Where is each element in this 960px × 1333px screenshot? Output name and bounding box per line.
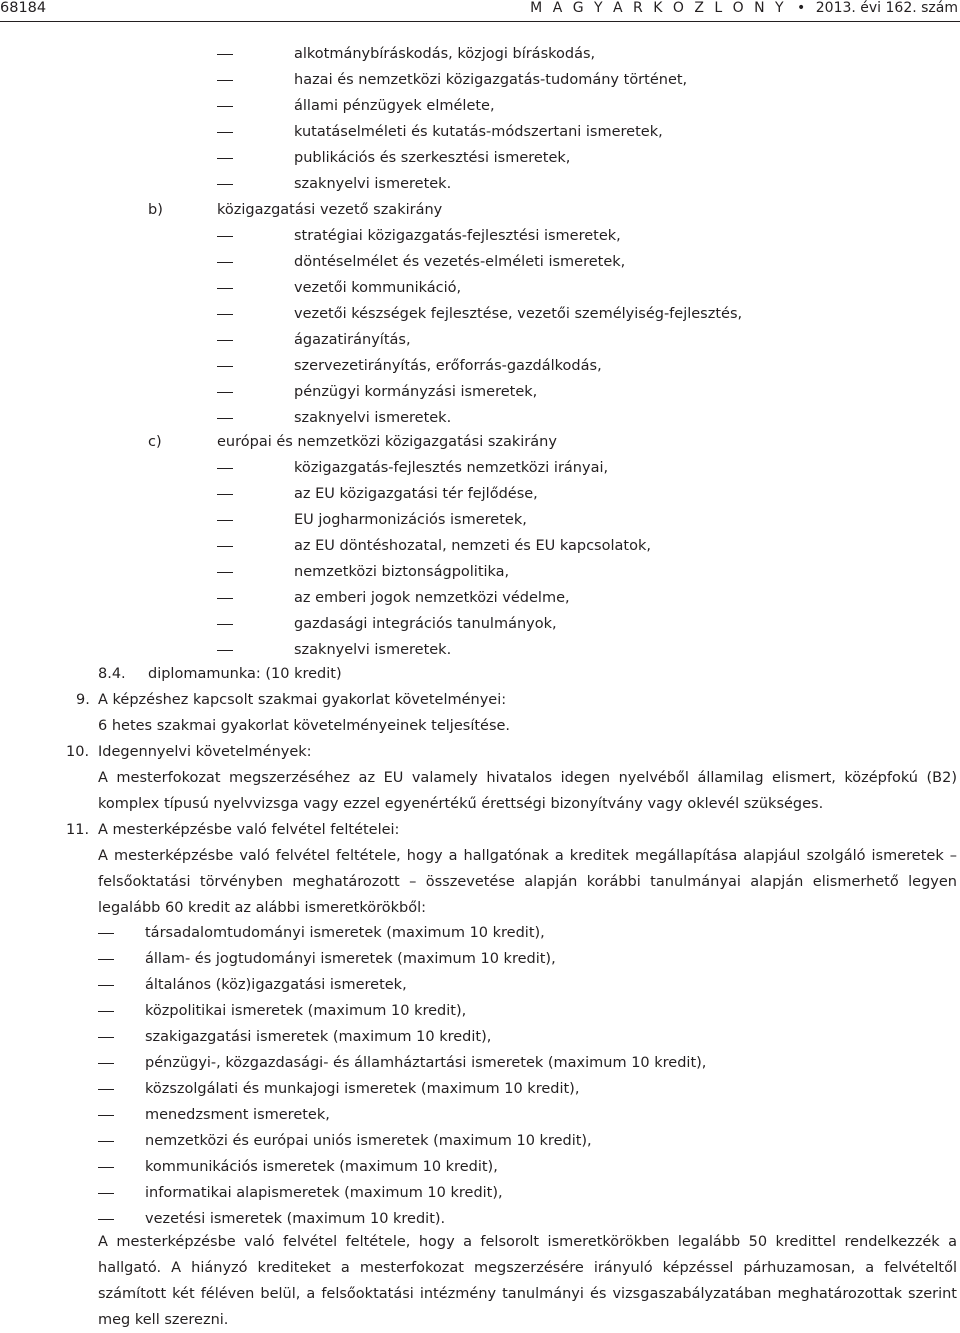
list-item: gazdasági integrációs tanulmányok, [294,616,557,632]
item-10-number: 10. [66,744,90,760]
list-dash [217,468,233,469]
header-rule [0,21,960,22]
list-dash [217,158,233,159]
list-dash [98,959,114,960]
list-item: szaknyelvi ismeretek. [294,642,452,658]
list-dash [217,106,233,107]
item-11-closing: A mesterképzésbe való felvétel feltétele, hogy a felsorolt ismeretkörökben legalább 50 kredittel rendelkezzék a hallgató. A hiányzó krediteket a mesterfokozat megszerzésére irányuló képzéssel párhuzamosan, a felvételtől számított két féléven belül, a felsőoktatási intézmény tanulmányi és vizsgaszabályzatában meghatározottak szerint meg kell szerezni. [98,1234,957,1328]
list-item: az emberi jogok nemzetközi védelme, [294,590,570,606]
list-item: pénzügyi-, közgazdasági- és államháztartási ismeretek (maximum 10 kredit), [145,1055,707,1071]
list-item: nemzetközi biztonságpolitika, [294,564,510,580]
list-dash [217,288,233,289]
list-dash [98,1089,114,1090]
section-title: európai és nemzetközi közigazgatási szakirány [217,434,557,450]
list-item: vezetői kommunikáció, [294,280,462,296]
list-item: szakigazgatási ismeretek (maximum 10 kredit), [145,1029,492,1045]
list-dash [217,184,233,185]
list-dash [217,132,233,133]
list-item: közigazgatás-fejlesztés nemzetközi irányai, [294,460,609,476]
list-dash [217,624,233,625]
list-dash [98,1115,114,1116]
list-dash [217,650,233,651]
list-dash [217,546,233,547]
list-item: hazai és nemzetközi közigazgatás-tudomány történet, [294,72,688,88]
list-dash [98,1193,114,1194]
item-11-title: A mesterképzésbe való felvétel feltételei: [98,822,400,838]
list-item: kommunikációs ismeretek (maximum 10 kredit), [145,1159,498,1175]
list-item: informatikai alapismeretek (maximum 10 kredit), [145,1185,503,1201]
list-dash [217,494,233,495]
list-item: alkotmánybíráskodás, közjogi bíráskodás, [294,46,596,62]
item-9-text: 6 hetes szakmai gyakorlat követelményeinek teljesítése. [98,718,511,734]
journal-title: M A G Y A R K Ö Z L Ö N Y [530,0,787,16]
item-11-number: 11. [66,822,90,838]
list-item: stratégiai közigazgatás-fejlesztési ismeretek, [294,228,621,244]
list-item: közpolitikai ismeretek (maximum 10 kredit), [145,1003,467,1019]
item-10-title: Idegennyelvi követelmények: [98,744,312,760]
list-dash [217,80,233,81]
list-item: nemzetközi és európai uniós ismeretek (maximum 10 kredit), [145,1133,592,1149]
item-9-title: A képzéshez kapcsolt szakmai gyakorlat követelményei: [98,692,507,708]
list-dash [217,54,233,55]
list-item: társadalomtudományi ismeretek (maximum 10 kredit), [145,925,545,941]
list-item: állami pénzügyek elmélete, [294,98,495,114]
list-dash [98,933,114,934]
list-item: szaknyelvi ismeretek. [294,176,452,192]
item-8-4-number: 8.4. [98,666,126,682]
list-dash [98,1037,114,1038]
list-item: közszolgálati és munkajogi ismeretek (maximum 10 kredit), [145,1081,580,1097]
list-dash [217,340,233,341]
list-dash [217,262,233,263]
list-dash [217,366,233,367]
issue-label: 2013. évi 162. szám [815,0,958,16]
list-item: vezetői készségek fejlesztése, vezetői személyiség-fejlesztés, [294,306,743,322]
item-10-text: A mesterfokozat megszerzéséhez az EU valamely hivatalos idegen nyelvéből államilag elismert, középfokú (B2) komplex típusú nyelvvizsga vagy ezzel egyenértékű érettségi bizonyítvány vagy oklevél szükséges. [98,770,957,812]
list-item: döntéselmélet és vezetés-elméleti ismeretek, [294,254,626,270]
list-dash [217,236,233,237]
item-8-4-text: diplomamunka: (10 kredit) [148,666,342,682]
item-9-number: 9. [76,692,90,708]
list-item: publikációs és szerkesztési ismeretek, [294,150,571,166]
running-header [530,0,958,16]
list-dash [98,1219,114,1220]
list-item: kutatáselméleti és kutatás-módszertani ismeretek, [294,124,663,140]
item-11-intro: A mesterképzésbe való felvétel feltétele, hogy a hallgatónak a kreditek megállapítása alapjául szolgáló ismeretek – felsőoktatási törvényben meghatározott – összevetése alapján korábbi tanulmányai alapján elismerhető legyen legalább 60 kredit az alábbi ismeretkörökből: [98,848,957,916]
list-item: ágazatirányítás, [294,332,411,348]
page-number: 68184 [0,0,47,16]
list-dash [98,1011,114,1012]
list-item: szervezetirányítás, erőforrás-gazdálkodás, [294,358,602,374]
list-item: EU jogharmonizációs ismeretek, [294,512,527,528]
list-item: az EU közigazgatási tér fejlődése, [294,486,538,502]
list-dash [98,1167,114,1168]
list-item: általános (köz)igazgatási ismeretek, [145,977,407,993]
list-dash [217,418,233,419]
list-item: menedzsment ismeretek, [145,1107,330,1123]
list-dash [98,985,114,986]
list-dash [98,1141,114,1142]
list-dash [217,572,233,573]
list-item: az EU döntéshozatal, nemzeti és EU kapcsolatok, [294,538,651,554]
section-title: közigazgatási vezető szakirány [217,202,443,218]
list-dash [217,314,233,315]
header-separator: • [797,0,806,16]
list-item: pénzügyi kormányzási ismeretek, [294,384,538,400]
list-dash [217,392,233,393]
section-marker: b) [148,202,163,218]
section-marker: c) [148,434,162,450]
list-dash [217,598,233,599]
list-item: vezetési ismeretek (maximum 10 kredit). [145,1211,446,1227]
list-dash [217,520,233,521]
list-item: szaknyelvi ismeretek. [294,410,452,426]
list-item: állam- és jogtudományi ismeretek (maximum 10 kredit), [145,951,556,967]
list-dash [98,1063,114,1064]
